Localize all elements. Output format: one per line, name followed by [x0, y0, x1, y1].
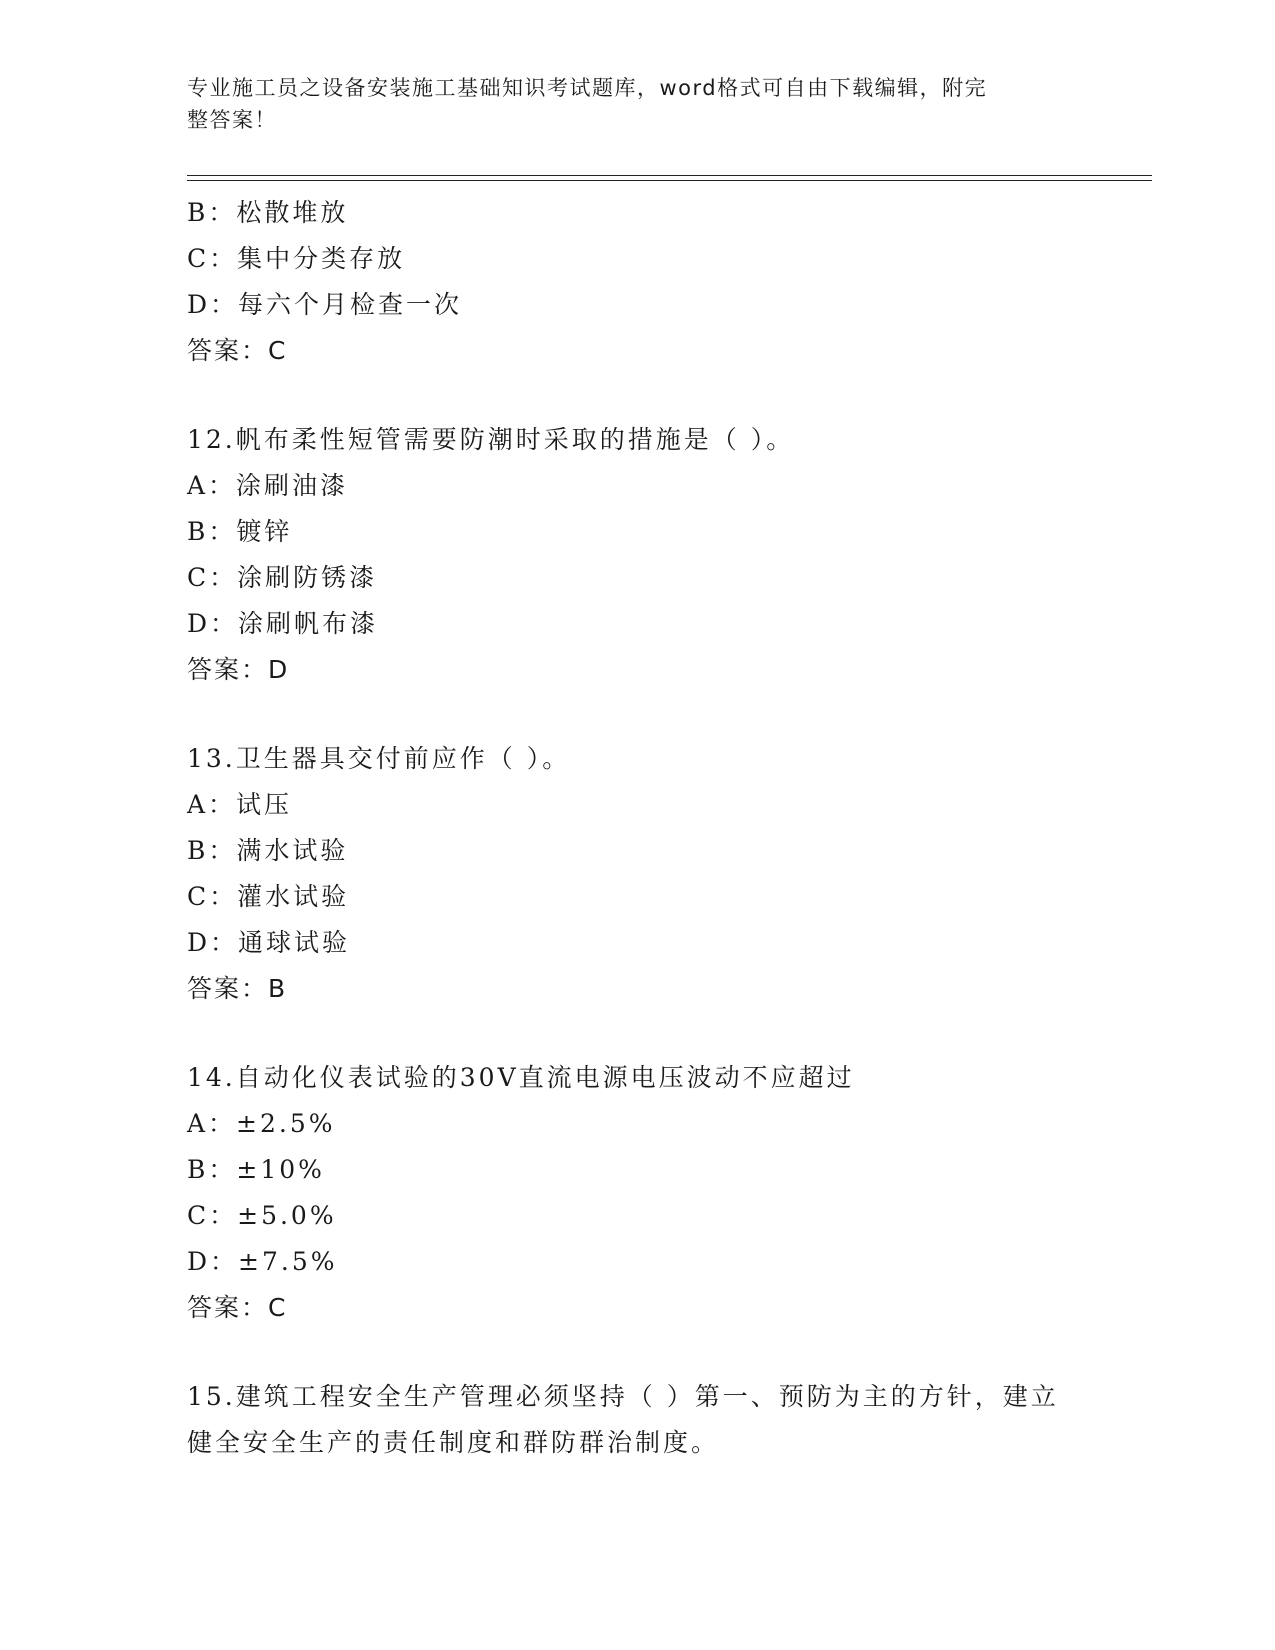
header-divider-bottom	[187, 180, 1152, 181]
q13-answer: 答案：B	[187, 974, 288, 1003]
q12-option-a: A：涂刷油漆	[187, 471, 349, 500]
q12-answer: 答案：D	[187, 655, 290, 684]
q14-option-b: B：±10%	[187, 1155, 325, 1184]
document-header	[187, 72, 1087, 136]
question-13	[187, 736, 1152, 1012]
q13-question-text: 13.卫生器具交付前应作（ ）。	[187, 744, 571, 773]
header-line-2: 整答案！	[187, 108, 277, 132]
q12-option-c: C：涂刷防锈漆	[187, 563, 378, 592]
question-11	[187, 190, 1152, 374]
q14-answer: 答案：C	[187, 1293, 288, 1322]
q13-option-a: A：试压	[187, 790, 293, 819]
q13-option-d: D：通球试验	[187, 928, 351, 957]
q14-option-d: D：±7.5%	[187, 1247, 338, 1276]
question-list	[187, 190, 1152, 1466]
question-14	[187, 1055, 1152, 1331]
header-divider-top	[187, 175, 1152, 176]
q14-option-a: A：±2.5%	[187, 1109, 336, 1138]
q12-option-d: D：涂刷帆布漆	[187, 609, 379, 638]
q13-option-b: B：满水试验	[187, 836, 349, 865]
q12-option-b: B：镀锌	[187, 517, 293, 546]
q14-option-c: C：±5.0%	[187, 1201, 337, 1230]
q12-question-text: 12.帆布柔性短管需要防潮时采取的措施是（ ）。	[187, 425, 795, 454]
question-12	[187, 417, 1152, 693]
q13-option-c: C：灌水试验	[187, 882, 350, 911]
question-15	[187, 1374, 1152, 1466]
q15-question-text: 15.建筑工程安全生产管理必须坚持（ ）第一、预防为主的方针，建立健全安全生产的责任制度和群防群治制度。	[187, 1382, 1059, 1457]
q14-question-text: 14.自动化仪表试验的30V直流电源电压波动不应超过	[187, 1063, 855, 1092]
q11-option-c: C：集中分类存放	[187, 244, 406, 273]
q11-option-d: D：每六个月检查一次	[187, 290, 463, 319]
q11-answer: 答案：C	[187, 336, 288, 365]
header-line-1: 专业施工员之设备安装施工基础知识考试题库，word格式可自由下载编辑，附完	[187, 76, 988, 100]
q11-option-b: B：松散堆放	[187, 198, 349, 227]
